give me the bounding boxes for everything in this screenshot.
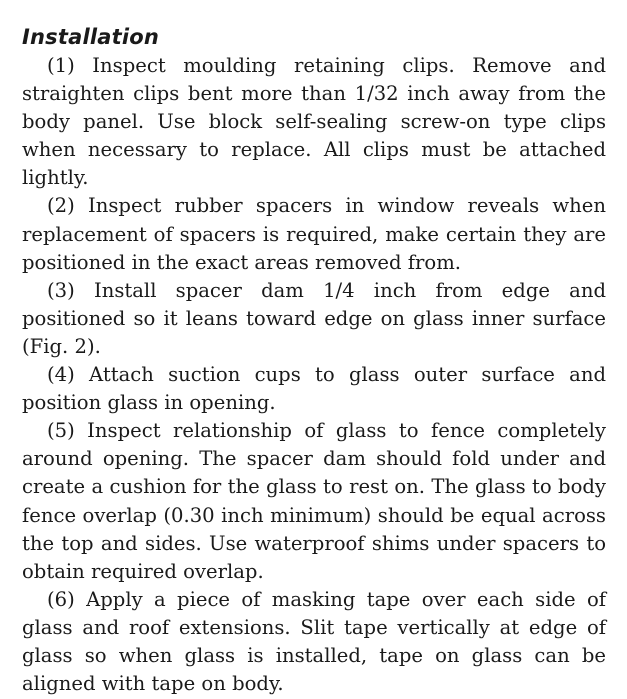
step-3: (3) Install spacer dam 1/4 inch from edge and positioned so it leans toward edge on glass inner surface (Fig. 2). xyxy=(22,278,606,358)
step-5: (5) Inspect relationship of glass to fence completely around opening. The spacer dam should fold under and create a cushion for the glass to rest on. The glass to body fence overlap (0.30 inch minimum) should be equal across the top and sides. Use waterproof shims under spacers to obtain required overlap. xyxy=(22,419,606,583)
step-4: (4) Attach suction cups to glass outer surface and position glass in opening. xyxy=(22,363,606,415)
section-heading: Installation xyxy=(22,25,160,49)
step-6: (6) Apply a piece of masking tape over each side of glass and roof extensions. Slit tape vertically at edge of glass so when glass is installed, tape on glass can be aligned with tape on body. xyxy=(22,587,606,696)
step-2: (2) Inspect rubber spacers in window reveals when replacement of spacers is required, make certain they are positioned in the exact areas removed from. xyxy=(22,194,606,274)
step-1: (1) Inspect moulding retaining clips. Remove and straighten clips bent more than 1/32 inch away from the body panel. Use block self-sealing screw-on type clips when necessary to replace. All clips must be attached lightly. xyxy=(22,54,606,190)
document-page xyxy=(22,24,606,698)
